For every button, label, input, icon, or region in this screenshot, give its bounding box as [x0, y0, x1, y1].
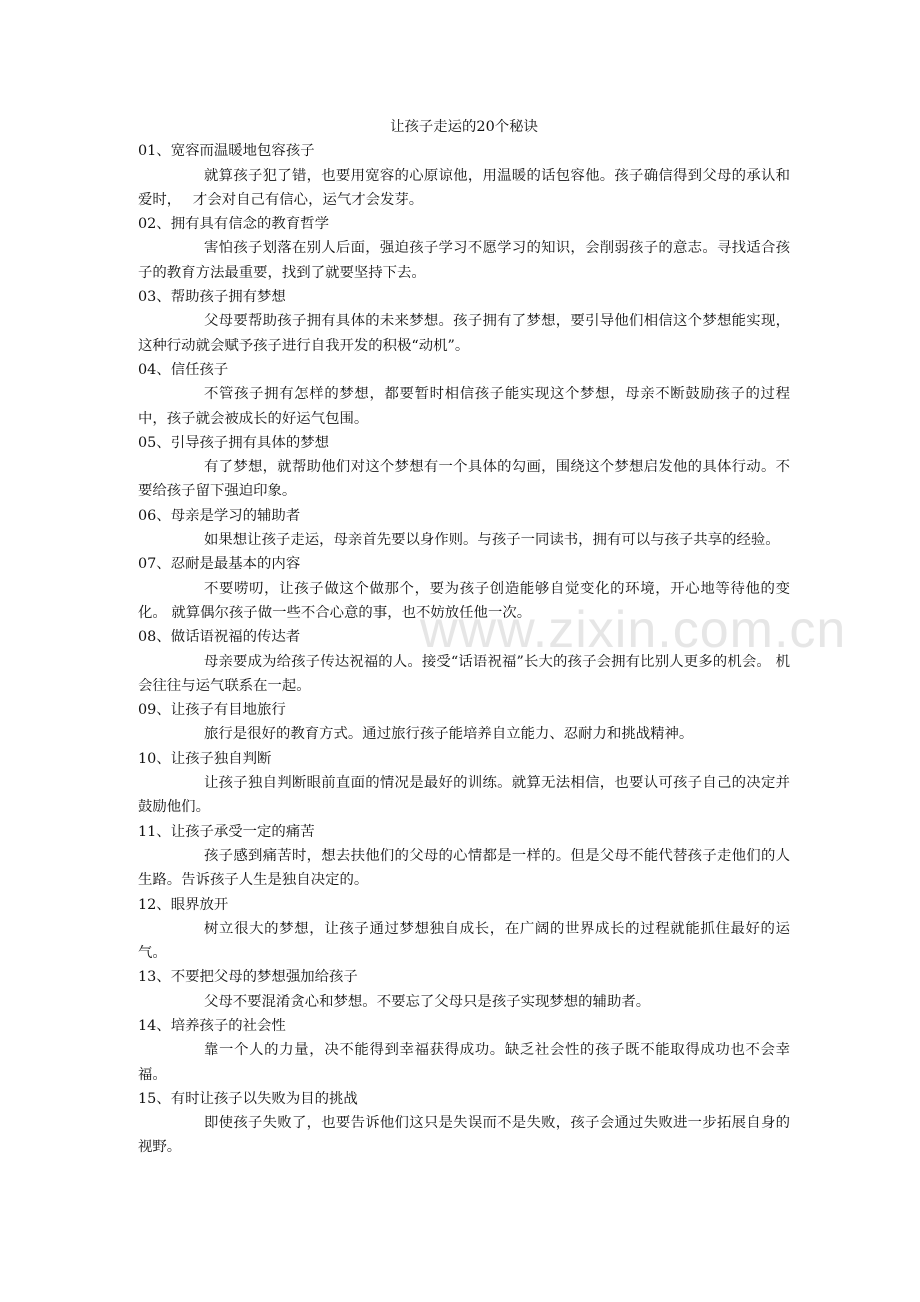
section-heading: 10、让孩子独自判断 — [138, 750, 272, 767]
section-02 — [138, 212, 790, 285]
section-heading: 08、做话语祝福的传达者 — [138, 629, 301, 646]
section-body: 孩子感到痛苦时，想去扶他们的父母的心情都是一样的。但是父母不能代替孩子走他们的人生路。告诉孩子人生是独自决定的。 — [138, 847, 790, 889]
section-heading: 03、帮助孩子拥有梦想 — [138, 289, 286, 306]
watermark: www.zixin.com.cn — [420, 601, 847, 659]
section-14 — [138, 1014, 790, 1087]
section-05 — [138, 431, 790, 504]
section-body: 就算孩子犯了错，也要用宽容的心原谅他，用温暖的话包容他。孩子确信得到父母的承认和爱时， 才会对自己有信心，运气才会发芽。 — [138, 167, 790, 208]
section-heading: 14、培养孩子的社会性 — [138, 1017, 286, 1034]
section-12 — [138, 893, 790, 966]
section-body: 不管孩子拥有怎样的梦想，都要暂时相信孩子能实现这个梦想，母亲不断鼓励孩子的过程中，孩子就会被成长的好运气包围。 — [138, 386, 790, 427]
section-15 — [138, 1087, 790, 1160]
section-13 — [138, 965, 790, 1014]
document-content — [138, 115, 790, 1160]
section-heading: 11、让孩子承受一定的痛苦 — [138, 823, 315, 840]
section-heading: 02、拥有具有信念的教育哲学 — [138, 216, 329, 233]
section-08 — [138, 625, 790, 698]
section-heading: 05、引导孩子拥有具体的梦想 — [138, 434, 329, 451]
section-body: 害怕孩子划落在别人后面，强迫孩子学习不愿学习的知识，会削弱孩子的意志。寻找适合孩子的教育方法最重要，找到了就要坚持下去。 — [138, 240, 790, 281]
section-09 — [138, 698, 790, 747]
section-heading: 07、忍耐是最基本的内容 — [138, 556, 301, 573]
document-title: 让孩子走运的20个秘诀 — [390, 119, 538, 135]
section-body: 靠一个人的力量，决不能得到幸福获得成功。缺乏社会性的孩子既不能取得成功也不会幸福。 — [138, 1042, 790, 1083]
section-body: 旅行是很好的教育方式。通过旅行孩子能培养自立能力、忍耐力和挑战精神。 — [204, 726, 694, 743]
section-03 — [138, 285, 790, 358]
section-body: 让孩子独自判断眼前直面的情况是最好的训练。就算无法相信，也要认可孩子自己的决定并鼓励他们。 — [138, 775, 790, 816]
section-body: 父母要帮助孩子拥有具体的未来梦想。孩子拥有了梦想，要引导他们相信这个梦想能实现，这种行动就会赋予孩子进行自我开发的积极“动机”。 — [138, 313, 790, 354]
section-11 — [138, 820, 790, 893]
section-heading: 12、眼界放开 — [138, 896, 229, 913]
section-10 — [138, 747, 790, 820]
section-body: 如果想让孩子走运，母亲首先要以身作则。与孩子一同读书，拥有可以与孩子共享的经验。 — [204, 532, 780, 549]
section-heading: 13、不要把父母的梦想强加给孩子 — [138, 969, 358, 986]
section-heading: 06、母亲是学习的辅助者 — [138, 507, 301, 524]
section-body: 即使孩子失败了，也要告诉他们这只是失误而不是失败，孩子会通过失败进一步拓展自身的视野。 — [138, 1115, 790, 1156]
section-06 — [138, 504, 790, 553]
section-body: 有了梦想，就帮助他们对这个梦想有一个具体的勾画，围绕这个梦想启发他的具体行动。不要给孩子留下强迫印象。 — [138, 459, 790, 500]
section-body: 不要唠叨，让孩子做这个做那个，要为孩子创造能够自觉变化的环境，开心地等待他的变化。 就算偶尔孩子做一些不合心意的事，也不妨放任他一次。 — [138, 580, 790, 621]
section-body: 父母不要混淆贪心和梦想。不要忘了父母只是孩子实现梦想的辅助者。 — [204, 993, 651, 1010]
section-heading: 15、有时让孩子以失败为目的挑战 — [138, 1090, 358, 1107]
section-07 — [138, 552, 790, 625]
section-01 — [138, 139, 790, 212]
section-heading: 04、信任孩子 — [138, 361, 229, 378]
section-heading: 01、宽容而温暖地包容孩子 — [138, 143, 315, 160]
section-heading: 09、让孩子有目地旅行 — [138, 702, 286, 719]
section-04 — [138, 358, 790, 431]
section-body: 母亲要成为给孩子传达祝福的人。接受“话语祝福”长大的孩子会拥有比别人更多的机会。 机会往往与运气联系在一起。 — [138, 653, 790, 694]
section-body: 树立很大的梦想，让孩子通过梦想独自成长，在广阔的世界成长的过程就能抓住最好的运气。 — [138, 920, 790, 962]
